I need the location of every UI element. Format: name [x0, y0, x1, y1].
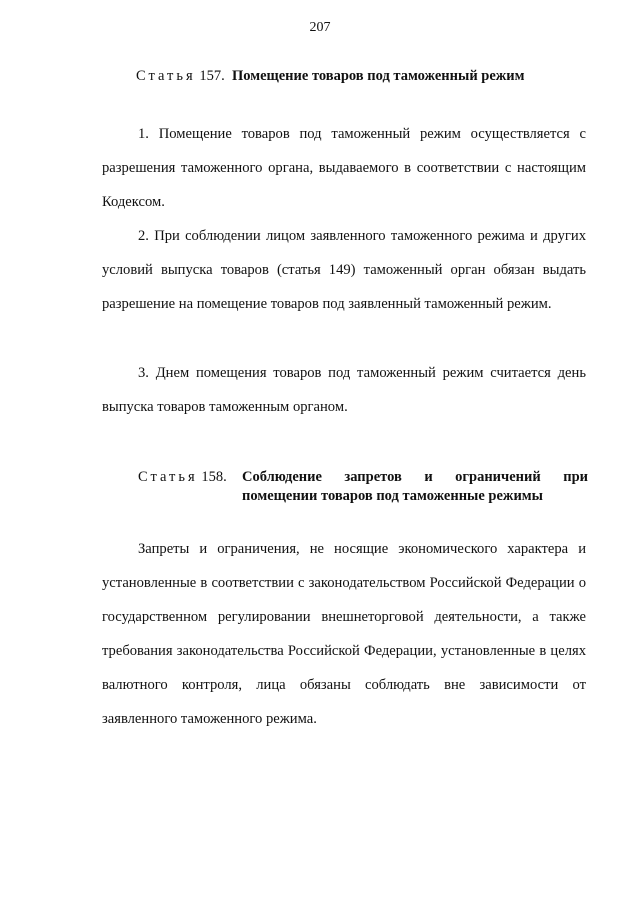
article-157-prefix: Статья: [136, 68, 196, 84]
article-157-paragraph-2: 2. При соблюдении лицом заявленного таможенного режима и других условий выпуска товаров (статья 149) таможенный орган обязан выдать разрешение на помещение товаров под заявленный таможенный режим.: [102, 228, 586, 312]
article-158-label: [138, 468, 242, 487]
page-number: 207: [309, 20, 331, 35]
article-158-heading: [138, 468, 588, 506]
article-158-title-line-2: помещении товаров под таможенные режимы: [242, 488, 544, 504]
article-157-number: 157.: [199, 68, 225, 84]
article-157-heading: [136, 67, 525, 86]
article-158-paragraph: Запреты и ограничения, не носящие экономического характера и установленные в соответствии с законодательством Российской Федерации о государственном регулировании внешнеторговой деятельности, а также требования законодательства Российской Федерации, установленные в целях валютного контроля, лица обязаны соблюдать вне зависимости от заявленного таможенного режима.: [102, 541, 586, 727]
article-157-paragraph-1: 1. Помещение товаров под таможенный режим осуществляется с разрешения таможенного органа, выдаваемого в соответствии с настоящим Кодексом.: [102, 126, 586, 210]
article-158-title-line-1: Соблюдение запретов и ограничений при: [242, 469, 588, 485]
article-157-title: Помещение товаров под таможенный режим: [231, 68, 525, 84]
article-157-paragraph-3: 3. Днем помещения товаров под таможенный режим считается день выпуска товаров таможенным органом.: [102, 365, 586, 415]
article-158-prefix: Статья: [138, 469, 198, 485]
article-158-number: 158.: [201, 469, 227, 485]
